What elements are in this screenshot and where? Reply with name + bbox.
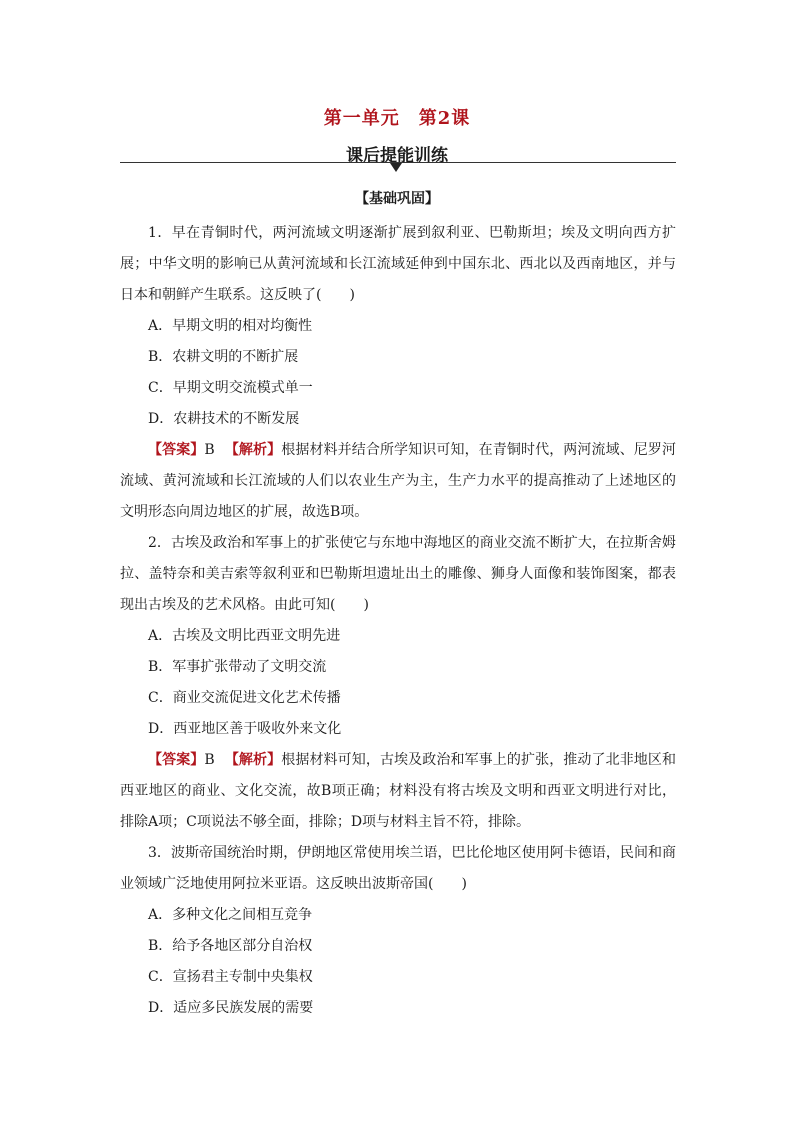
option-d: D．适应多民族发展的需要 [148,1000,314,1016]
answer-block [120,745,676,838]
option-b: B．农耕文明的不断扩展 [148,349,299,365]
question-content [120,218,676,1024]
question-stem: 1．早在青铜时代，两河流域文明逐渐扩展到叙利亚、巴勒斯坦；埃及文明向西方扩展；中华文明的影响已从黄河流域和长江流域延伸到中国东北、西北以及西南地区，并与日本和朝鲜产生联系。这反映了( ) [120,225,676,303]
option-c: C．宣扬君主专制中央集权 [148,969,313,985]
option-c: C．早期文明交流模式单一 [148,380,313,396]
option-b: B．给予各地区部分自治权 [148,938,313,954]
option-a: A．早期文明的相对均衡性 [148,318,313,334]
analysis-tag: 【解析】 [224,752,282,768]
unit-title: 第一单元 第2课 [323,108,471,129]
answer-tag: 【答案】 [148,752,205,768]
lesson-subtitle: 课后提能训练 [346,146,448,166]
answer-value: B [204,442,215,458]
answer-block [120,435,676,528]
answer-value: B [204,752,215,768]
answer-tag: 【答案】 [148,442,205,458]
analysis-text: 根据材料并结合所学知识可知，在青铜时代，两河流域、尼罗河流域、黄河流域和长江流域的人们以农业生产为主，生产力水平的提高推动了上述地区的文明形态向周边地区的扩展，故选B项。 [120,442,677,520]
option-a: A．古埃及文明比西亚文明先进 [148,628,341,644]
triangle-marker-icon [390,163,402,172]
option-b: B．军事扩张带动了文明交流 [148,659,327,675]
analysis-text: 根据材料可知，古埃及政治和军事上的扩张，推动了北非地区和西亚地区的商业、文化交流，故B项正确；材料没有将古埃及文明和西亚文明进行对比，排除A项；C项说法不够全面，排除；D项与材料主旨不符，排除。 [120,752,677,830]
option-d: D．西亚地区善于吸收外来文化 [148,721,342,737]
question-stem: 2．古埃及政治和军事上的扩张使它与东地中海地区的商业交流不断扩大，在拉斯舍姆拉、盖特奈和美吉索等叙利亚和巴勒斯坦遗址出土的雕像、狮身人面像和装饰图案，都表现出古埃及的艺术风格。由此可知( ) [120,535,676,613]
option-d: D．农耕技术的不断发展 [148,411,300,427]
question-stem: 3．波斯帝国统治时期，伊朗地区常使用埃兰语，巴比伦地区使用阿卡德语，民间和商业领域广泛地使用阿拉米亚语。这反映出波斯帝国( ) [120,845,676,892]
option-a: A．多种文化之间相互竞争 [148,907,313,923]
analysis-tag: 【解析】 [224,442,282,458]
section-title: 【基础巩固】 [355,191,439,207]
option-c: C．商业交流促进文化艺术传播 [148,690,341,706]
